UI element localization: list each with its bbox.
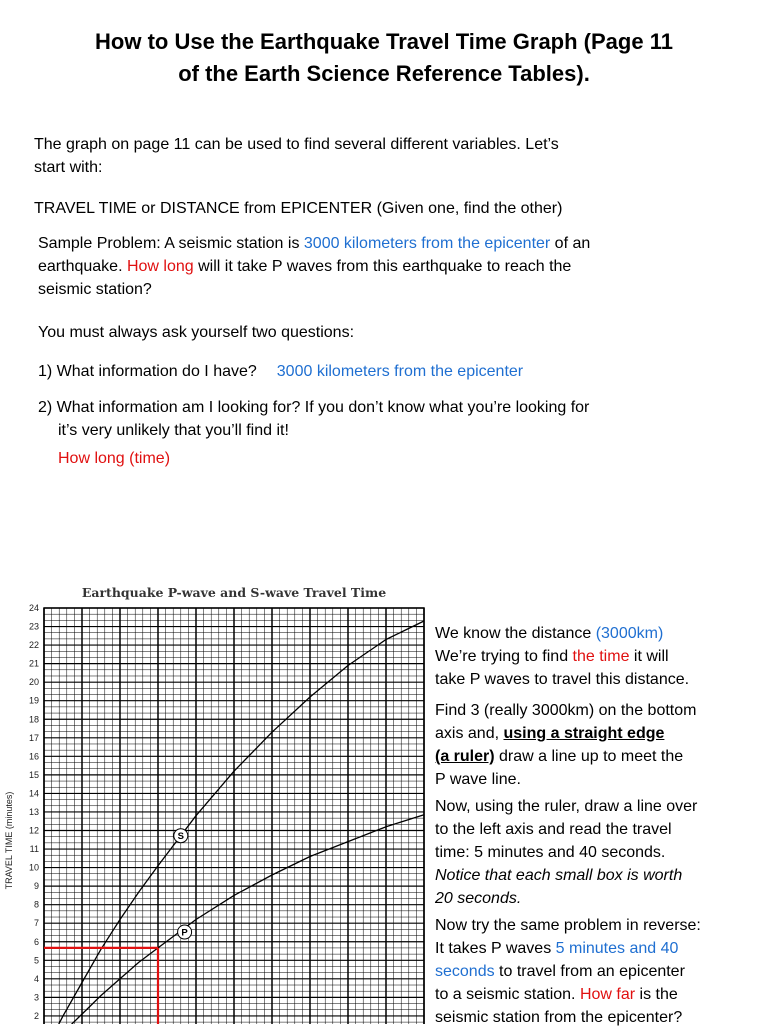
- explanation-step-1: [435, 622, 689, 691]
- y-tick-label: 23: [28, 621, 39, 632]
- y-tick-label: 5: [33, 955, 39, 966]
- sample-text: Sample Problem: A seismic station is: [38, 235, 304, 252]
- sample-text: of an: [550, 235, 591, 252]
- question-1: [38, 360, 523, 383]
- side-note: 20 seconds.: [435, 890, 522, 907]
- side-emphasis: (a ruler): [435, 748, 495, 765]
- side-given-time: 5 minutes and 40: [555, 940, 679, 957]
- sample-line-2: [38, 255, 590, 278]
- side-text: draw a line up to meet the: [494, 748, 684, 765]
- y-tick-label: 20: [28, 677, 39, 688]
- side-line: take P waves to travel this distance.: [435, 671, 690, 688]
- page-title: [20, 26, 748, 90]
- side-unknown-distance: How far: [579, 986, 636, 1003]
- side-line: Now try the same problem in reverse:: [435, 917, 701, 934]
- side-text: It takes P waves: [435, 940, 556, 957]
- side-line: [435, 645, 689, 668]
- question-1-answer: 3000 kilometers from the epicenter: [276, 363, 524, 380]
- y-tick-label: 12: [28, 825, 39, 836]
- explanation-step-3: [435, 795, 697, 910]
- question-2: [38, 396, 589, 442]
- y-tick-label: 11: [29, 844, 39, 855]
- side-line: [435, 960, 701, 983]
- sample-line-3: seismic station?: [38, 281, 152, 298]
- side-note: Notice that each small box is worth: [435, 867, 683, 884]
- side-line: [435, 937, 701, 960]
- given-distance: 3000 kilometers from the epicenter: [303, 235, 551, 252]
- side-line: to the left axis and read the travel: [435, 821, 672, 838]
- side-text: is the: [635, 986, 678, 1003]
- side-text: to a seismic station.: [435, 986, 580, 1003]
- y-axis-label: TRAVEL TIME (minutes): [4, 791, 14, 890]
- side-line: [435, 983, 701, 1006]
- side-line: P wave line.: [435, 771, 521, 788]
- y-tick-label: 13: [28, 806, 39, 817]
- y-tick-label: 7: [33, 918, 39, 929]
- unknown-time: How long: [126, 258, 194, 275]
- intro-line-1: The graph on page 11 can be used to find several different variables. Let’s: [34, 136, 559, 153]
- y-tick-label: 15: [28, 769, 39, 780]
- y-tick-label: 21: [28, 658, 39, 669]
- side-distance: (3000km): [595, 625, 664, 642]
- side-text: axis and,: [435, 725, 504, 742]
- y-tick-label: 9: [33, 881, 39, 892]
- y-tick-label: 6: [33, 936, 39, 947]
- sample-text: earthquake.: [38, 258, 127, 275]
- side-line: seismic station from the epicenter?: [435, 1009, 683, 1026]
- side-text: We’re trying to find: [435, 648, 573, 665]
- y-tick-label: 22: [28, 640, 39, 651]
- side-line: [435, 722, 696, 745]
- y-tick-label: 17: [28, 732, 39, 743]
- y-tick-label: 18: [28, 714, 39, 725]
- y-tick-label: 10: [28, 862, 39, 873]
- side-text: We know the distance: [435, 625, 596, 642]
- side-time: the time: [572, 648, 630, 665]
- sample-text: will it take P waves from this earthquake to reach the: [193, 258, 572, 275]
- section-heading: TRAVEL TIME or DISTANCE from EPICENTER (Given one, find the other): [34, 200, 563, 217]
- chart-title: Earthquake P-wave and S-wave Travel Time: [81, 585, 387, 600]
- side-line: Find 3 (really 3000km) on the bottom: [435, 702, 697, 719]
- sample-problem: [38, 232, 590, 301]
- travel-time-chart: [0, 578, 432, 1024]
- intro-paragraph: [34, 133, 559, 179]
- intro-line-2: start with:: [34, 159, 103, 176]
- question-2-line-1: 2) What information am I looking for? If you don’t know what you’re looking for: [38, 399, 590, 416]
- side-text: it will: [629, 648, 669, 665]
- y-tick-label: 19: [28, 695, 39, 706]
- side-emphasis: using a straight edge: [503, 725, 665, 742]
- side-line: Now, using the ruler, draw a line over: [435, 798, 698, 815]
- question-2-line-2: it’s very unlikely that you’ll find it!: [58, 422, 289, 439]
- y-tick-label: 2: [33, 1010, 39, 1021]
- p-curve-label: P: [181, 927, 188, 939]
- side-given-time: seconds: [435, 963, 495, 980]
- s-curve-label: S: [177, 831, 184, 843]
- y-tick-label: 16: [28, 751, 39, 762]
- questions-intro: You must always ask yourself two questions:: [38, 324, 355, 341]
- question-2-answer: How long (time): [58, 450, 171, 467]
- title-line-2: of the Earth Science Reference Tables).: [178, 61, 590, 86]
- question-1-label: 1) What information do I have?: [38, 363, 257, 380]
- y-tick-label: 24: [28, 603, 39, 613]
- y-tick-label: 3: [33, 992, 39, 1003]
- explanation-step-4: [435, 914, 701, 1029]
- explanation-step-2: [435, 699, 696, 791]
- side-line: [435, 622, 689, 645]
- y-tick-label: 8: [33, 899, 39, 910]
- y-tick-label: 14: [28, 788, 39, 799]
- side-line: [435, 745, 696, 768]
- side-line: time: 5 minutes and 40 seconds.: [435, 844, 666, 861]
- title-line-1: How to Use the Earthquake Travel Time Graph (Page 11: [95, 29, 673, 54]
- side-text: to travel from an epicenter: [494, 963, 685, 980]
- y-tick-label: 4: [33, 973, 39, 984]
- sample-line-1: [38, 232, 590, 255]
